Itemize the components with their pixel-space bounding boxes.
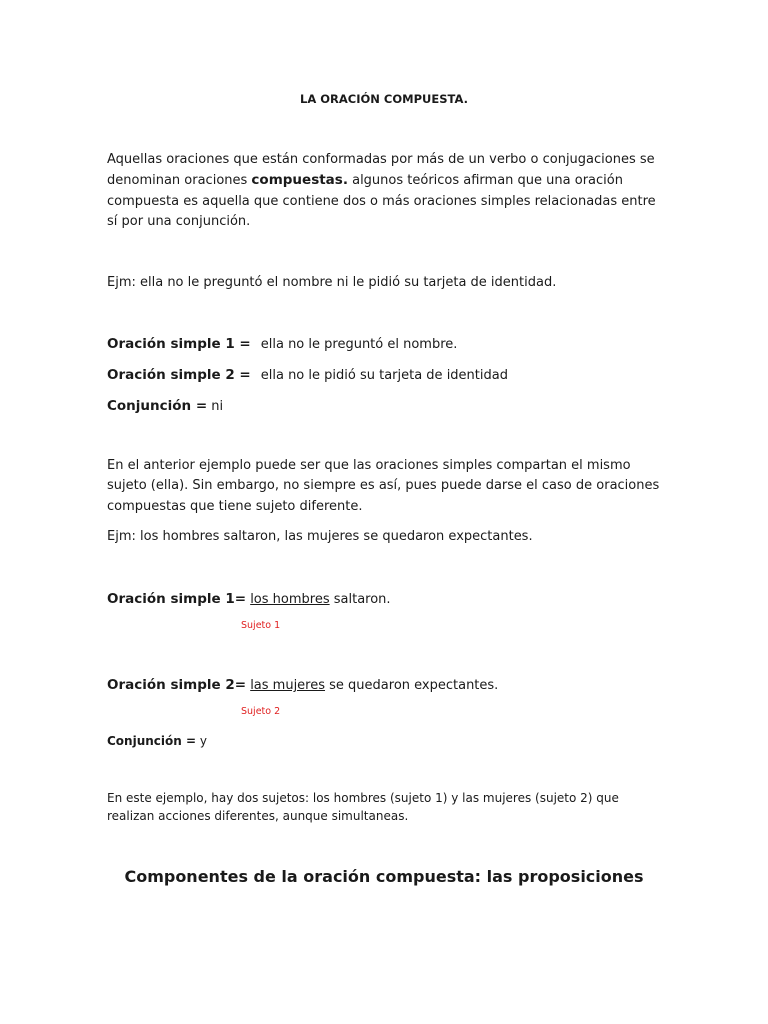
- section-heading: Componentes de la oración compuesta: las proposiciones: [124, 867, 644, 886]
- intro-text-1: Aquellas oraciones que están conformadas por más de un verbo o conjugaciones se denominan oraciones: [107, 152, 655, 189]
- subject-1-note: Sujeto 1: [241, 620, 281, 631]
- ex2-row-1-subject: los hombres: [250, 592, 330, 607]
- ex1-row-1-value: ella no le preguntó el nombre.: [260, 337, 458, 352]
- ex1-row-2-label: Oración simple 2 =: [107, 367, 251, 383]
- ex1-row-1-label: Oración simple 1 =: [107, 336, 251, 352]
- intro-text-2: algunos teóricos afirman que una oración compuesta es aquella que contiene dos o más oraciones simples relacionadas entre sí por una conjunción.: [107, 173, 656, 229]
- ex2-row-1: [107, 590, 391, 609]
- conjunction-2: [107, 732, 207, 750]
- conclusion-paragraph: En este ejemplo, hay dos sujetos: los hombres (sujeto 1) y las mujeres (sujeto 2) que realizan acciones diferentes, aunque simultaneas.: [107, 791, 619, 823]
- conjunction-2-value: y: [196, 734, 207, 748]
- explanation-paragraph: En el anterior ejemplo puede ser que las oraciones simples compartan el mismo sujeto (ella). Sin embargo, no siempre es así, pues puede darse el caso de oraciones compuestas que tiene sujeto diferente.: [107, 458, 660, 514]
- ex1-row-3-label: Conjunción =: [107, 398, 208, 414]
- ex2-row-1-label: Oración simple 1=: [107, 591, 247, 607]
- ex1-row-3: [107, 397, 223, 416]
- ex2-row-2-subject: las mujeres: [250, 678, 326, 693]
- intro-bold-word: compuestas.: [251, 172, 348, 189]
- example-2: Ejm: los hombres saltaron, las mujeres se quedaron expectantes.: [107, 529, 533, 544]
- ex2-row-2-rest: se quedaron expectantes.: [325, 678, 499, 693]
- subject-2-note: Sujeto 2: [241, 706, 281, 717]
- ex2-row-1-rest: saltaron.: [329, 592, 391, 607]
- document-title: LA ORACIÓN COMPUESTA.: [300, 92, 468, 106]
- ex1-row-2-value: ella no le pidió su tarjeta de identidad: [260, 368, 508, 383]
- intro-paragraph: [107, 150, 667, 232]
- ex1-row-1: [107, 335, 457, 354]
- ex2-row-2: [107, 676, 498, 695]
- example-1: Ejm: ella no le preguntó el nombre ni le pidió su tarjeta de identidad.: [107, 275, 557, 290]
- ex1-row-2: [107, 366, 508, 385]
- conjunction-2-label: Conjunción =: [107, 734, 197, 748]
- ex2-row-2-label: Oración simple 2=: [107, 677, 247, 693]
- ex1-row-3-value: ni: [207, 399, 224, 414]
